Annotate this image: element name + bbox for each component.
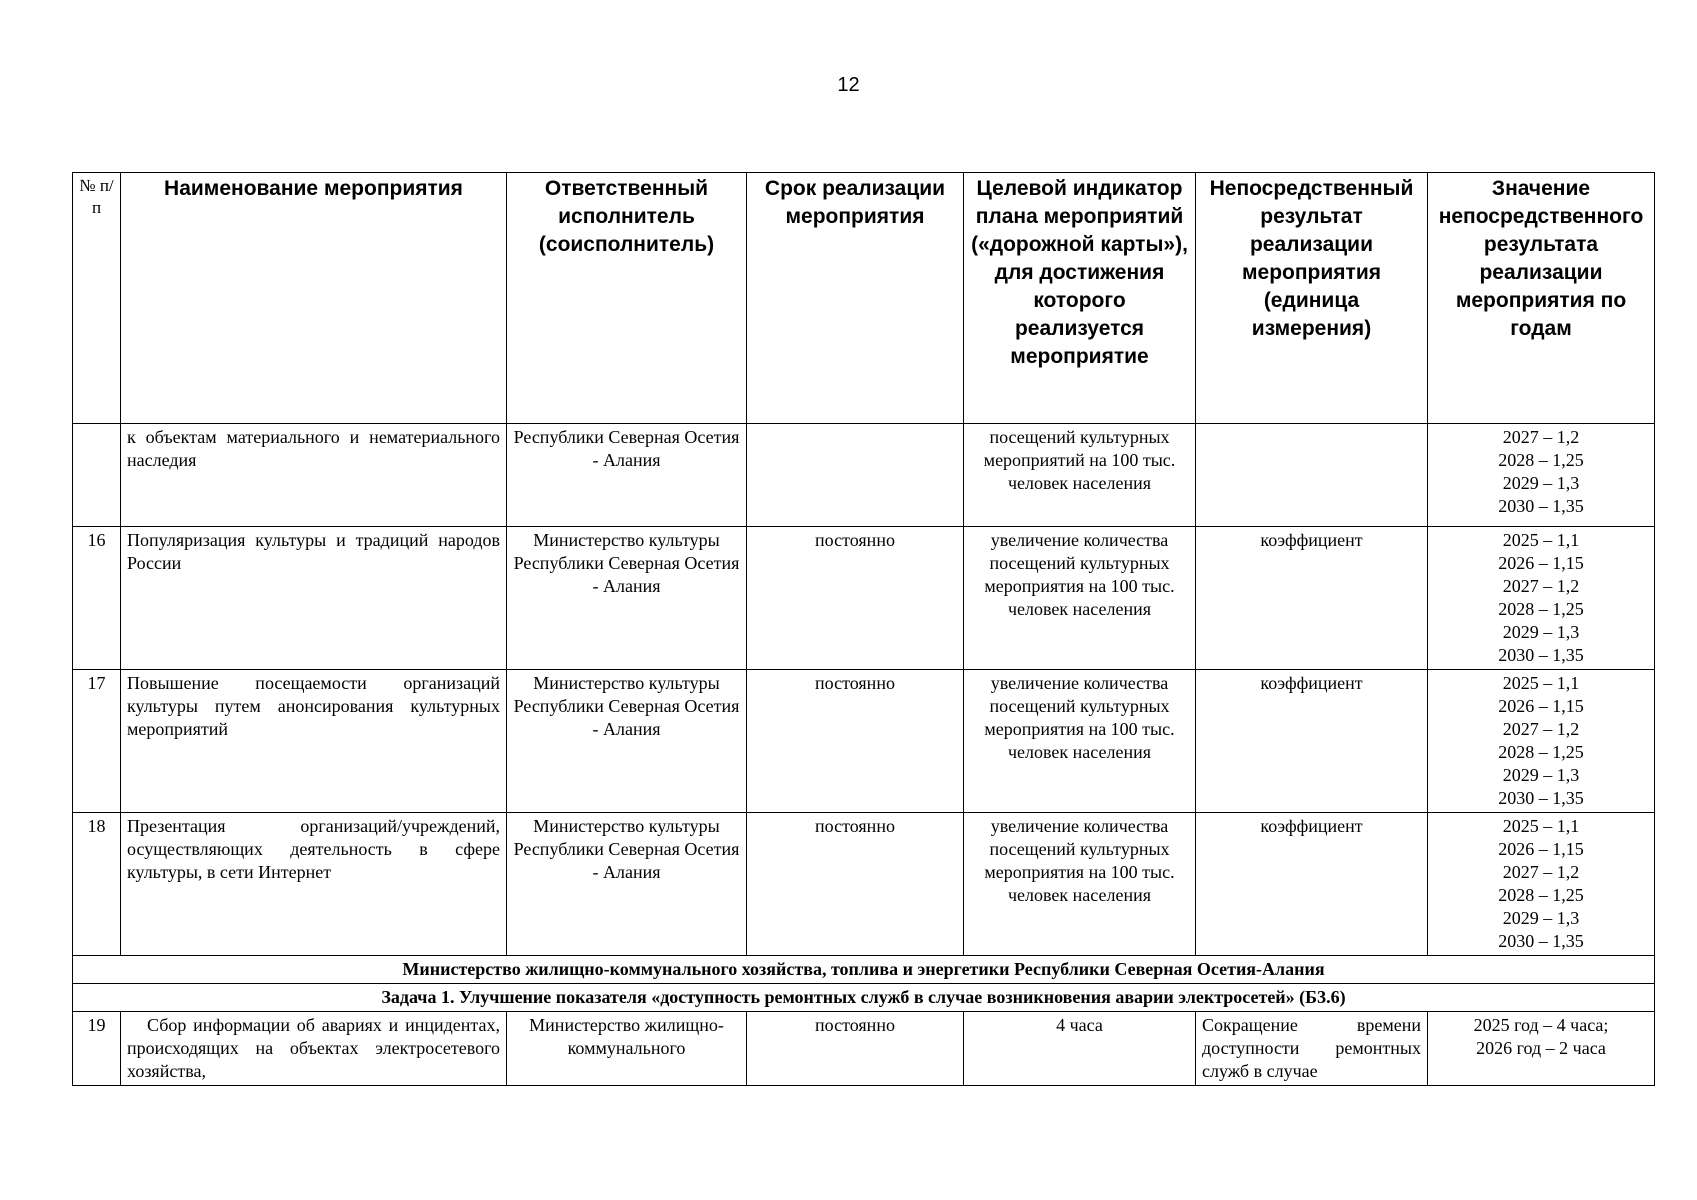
value-line: 2025 – 1,1	[1502, 816, 1580, 836]
header-measure-name: Наименование мероприятия	[121, 173, 507, 424]
header-number: № п/п	[73, 173, 121, 424]
cell-values	[1428, 813, 1655, 956]
section-title-ministry: Министерство жилищно-коммунального хозяйства, топлива и энергетики Республики Северная Осетия-Алания	[73, 956, 1655, 984]
cell-number: 18	[73, 813, 121, 956]
value-line: 2029 – 1,3	[1502, 622, 1580, 642]
cell-executor: Республики Северная Осетия - Алания	[507, 424, 747, 527]
value-line: 2026 – 1,15	[1498, 553, 1584, 573]
cell-values	[1428, 527, 1655, 670]
value-line: 2027 – 1,2	[1502, 862, 1580, 882]
cell-executor: Министерство культуры Республики Северная Осетия - Алания	[507, 527, 747, 670]
cell-number: 19	[73, 1012, 121, 1086]
cell-indicator: посещений культурных мероприятий на 100 тыс. человек населения	[964, 424, 1196, 527]
value-line: 2026 год – 2 часа	[1476, 1038, 1606, 1058]
value-line: 2025 – 1,1	[1502, 530, 1580, 550]
value-line: 2027 – 1,2	[1502, 719, 1580, 739]
value-line: 2029 – 1,3	[1502, 473, 1580, 493]
cell-indicator: увеличение количества посещений культурных мероприятия на 100 тыс. человек населения	[964, 813, 1196, 956]
cell-indicator: 4 часа	[964, 1012, 1196, 1086]
header-term: Срок реализации мероприятия	[747, 173, 964, 424]
table-header-row	[73, 173, 1655, 424]
value-line: 2030 – 1,35	[1498, 931, 1584, 951]
cell-measure-name: Сбор информации об авариях и инцидентах, происходящих на объектах электросетевого хозяйства,	[121, 1012, 507, 1086]
value-line: 2027 – 1,2	[1502, 427, 1580, 447]
cell-executor: Министерство жилищно-коммунального	[507, 1012, 747, 1086]
section-title-task: Задача 1. Улучшение показателя «доступность ремонтных служб в случае возникновения аварии электросетей» (Б3.6)	[73, 984, 1655, 1012]
section-row-task	[73, 984, 1655, 1012]
header-result-values: Значение непосредственного результата реализации мероприятия по годам	[1428, 173, 1655, 424]
value-line: 2027 – 1,2	[1502, 576, 1580, 596]
cell-values	[1428, 670, 1655, 813]
cell-term	[747, 424, 964, 527]
value-line: 2025 – 1,1	[1502, 673, 1580, 693]
cell-values	[1428, 1012, 1655, 1086]
cell-number	[73, 424, 121, 527]
table-row	[73, 527, 1655, 670]
header-executor: Ответственный исполнитель (соисполнитель)	[507, 173, 747, 424]
cell-result: коэффициент	[1196, 527, 1428, 670]
value-line: 2028 – 1,25	[1498, 742, 1584, 762]
cell-indicator: увеличение количества посещений культурных мероприятия на 100 тыс. человек населения	[964, 527, 1196, 670]
cell-term: постоянно	[747, 813, 964, 956]
cell-indicator: увеличение количества посещений культурных мероприятия на 100 тыс. человек населения	[964, 670, 1196, 813]
value-line: 2025 год – 4 часа;	[1473, 1015, 1609, 1035]
value-line: 2030 – 1,35	[1498, 496, 1584, 516]
cell-measure-name: Повышение посещаемости организаций культуры путем анонсирования культурных мероприятий	[121, 670, 507, 813]
value-line: 2026 – 1,15	[1498, 839, 1584, 859]
table-row	[73, 813, 1655, 956]
cell-measure-name: Популяризация культуры и традиций народов России	[121, 527, 507, 670]
value-line: 2026 – 1,15	[1498, 696, 1584, 716]
table-row	[73, 670, 1655, 813]
cell-measure-name: к объектам материального и нематериального наследия	[121, 424, 507, 527]
cell-executor: Министерство культуры Республики Северная Осетия - Алания	[507, 813, 747, 956]
cell-term: постоянно	[747, 1012, 964, 1086]
header-direct-result: Непосредственный результат реализации мероприятия (единица измерения)	[1196, 173, 1428, 424]
cell-result: коэффициент	[1196, 670, 1428, 813]
cell-number: 17	[73, 670, 121, 813]
table-row-continued	[73, 424, 1655, 527]
cell-term: постоянно	[747, 670, 964, 813]
cell-measure-name: Презентация организаций/учреждений, осуществляющих деятельность в сфере культуры, в сети Интернет	[121, 813, 507, 956]
value-line: 2028 – 1,25	[1498, 599, 1584, 619]
value-line: 2029 – 1,3	[1502, 765, 1580, 785]
value-line: 2030 – 1,35	[1498, 788, 1584, 808]
cell-number: 16	[73, 527, 121, 670]
value-line: 2029 – 1,3	[1502, 908, 1580, 928]
value-line: 2028 – 1,25	[1498, 450, 1584, 470]
page-number: 12	[837, 74, 860, 96]
value-line: 2030 – 1,35	[1498, 645, 1584, 665]
cell-values	[1428, 424, 1655, 527]
cell-executor: Министерство культуры Республики Северная Осетия - Алания	[507, 670, 747, 813]
header-target-indicator: Целевой индикатор плана мероприятий («дорожной карты»), для достижения которого реализуется мероприятие	[964, 173, 1196, 424]
cell-term: постоянно	[747, 527, 964, 670]
table-row	[73, 1012, 1655, 1086]
cell-result	[1196, 424, 1428, 527]
measures-table	[72, 172, 1655, 1086]
section-row-ministry	[73, 956, 1655, 984]
value-line: 2028 – 1,25	[1498, 885, 1584, 905]
cell-result: Сокращение времени доступности ремонтных служб в случае	[1196, 1012, 1428, 1086]
cell-result: коэффициент	[1196, 813, 1428, 956]
